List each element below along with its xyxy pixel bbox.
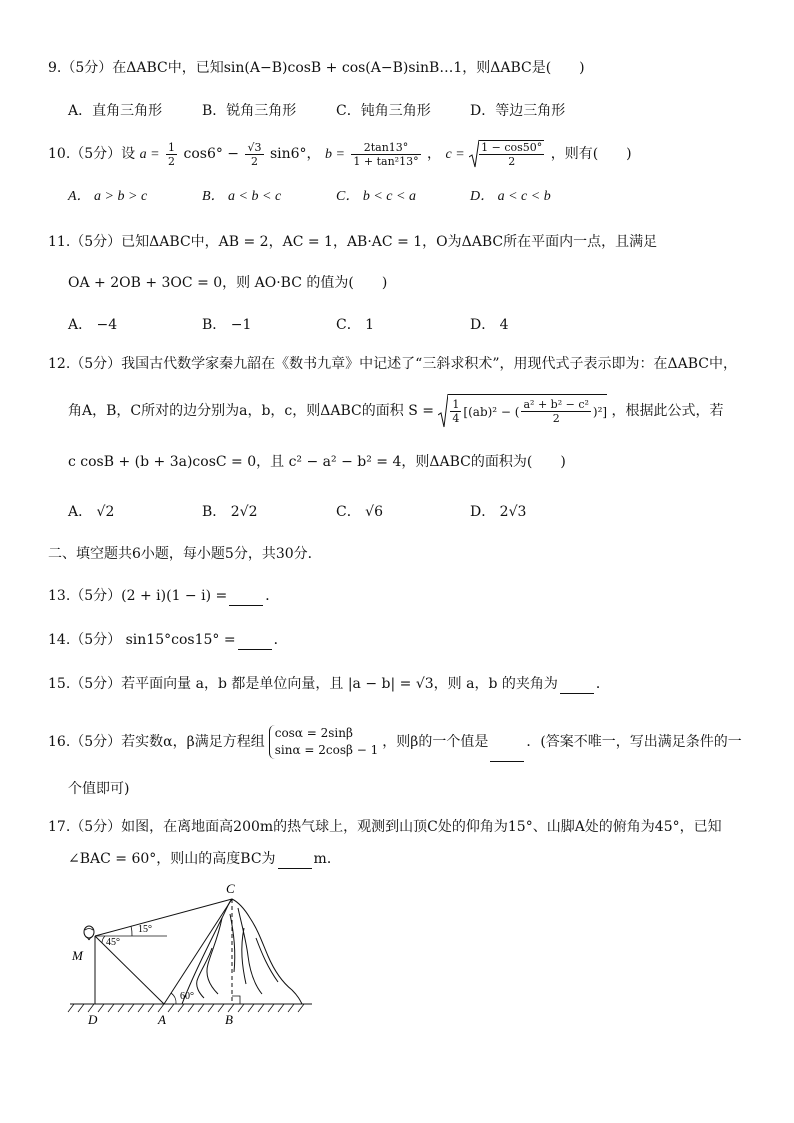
- q10-c-den: 2: [508, 155, 516, 168]
- q12-formula-end: )²]: [592, 404, 608, 419]
- q10-c-frac: [479, 140, 544, 168]
- q12-formula: [448, 394, 607, 429]
- option-a[interactable]: A． −4: [68, 317, 118, 333]
- q10-a-frac1: [166, 141, 177, 168]
- section-heading: 二、填空题共6小题，每小题5分，共30分．: [48, 546, 322, 562]
- question-17-line1: 17.（5分）如图，在离地面高200m的热气球上，观测到山顶C处的仰角为15°、山脚A处的俯角为45°，已知: [48, 819, 722, 835]
- question-10-stem: [48, 136, 632, 173]
- q10-suffix: ，则有( ): [550, 146, 632, 162]
- q12-line2-post: ，根据此公式，若: [611, 403, 724, 419]
- option-c[interactable]: C． b < c < a: [336, 189, 416, 204]
- option-d[interactable]: D． 4: [470, 317, 509, 333]
- q12-line2-pre: 角A，B，C所对的边分别为a，b，c，则ΔABC的面积 S =: [68, 403, 434, 419]
- q16-eq1: cosα = 2sinβ: [274, 726, 353, 740]
- option-b[interactable]: B．锐角三角形: [202, 103, 297, 119]
- question-15: [48, 674, 610, 694]
- question-12-line3: c cosB + (b + 3a)cosC = 0，且 c² − a² − b² = 4，则ΔABC的面积为( ): [68, 454, 566, 470]
- q12-inner-den: 2: [552, 412, 560, 425]
- q14-pre: 14.（5分） sin15°cos15° =: [48, 632, 236, 648]
- label-d: D: [88, 1012, 98, 1027]
- option-d[interactable]: D． a < c < b: [470, 189, 551, 204]
- q10-b-lead: b =: [325, 147, 345, 162]
- q12-formula-mid: [(ab)² − (: [463, 404, 520, 419]
- question-17-line2: [68, 849, 341, 869]
- q16-equation-system: [269, 725, 379, 759]
- option-c[interactable]: C． 1: [336, 317, 375, 333]
- q12-inner-num: a² + b² − c²: [523, 398, 589, 411]
- q13-post: ．: [265, 588, 280, 604]
- angle-label-45: 45°: [106, 937, 120, 948]
- option-b[interactable]: B． 2√2: [202, 504, 258, 520]
- question-11-options: [68, 315, 604, 335]
- angle-label-15: 15°: [138, 924, 152, 935]
- angle-arc-60: [171, 993, 176, 1004]
- radical-sign-icon: [469, 139, 479, 169]
- q10-prefix: 10.（5分）设: [48, 146, 136, 162]
- q10-b-num: 2tan13°: [351, 141, 420, 155]
- q15-post: ．: [595, 676, 610, 692]
- ground-hatching: [68, 1004, 304, 1012]
- option-a[interactable]: A． √2: [68, 504, 115, 520]
- option-b[interactable]: B． a < b < c: [202, 189, 282, 204]
- question-10-options: [68, 187, 604, 207]
- mountain-outline: [182, 899, 302, 1004]
- q16-post: ．(答案不唯一，写出满足条件的一: [526, 734, 742, 750]
- q16-pre: 16.（5分）若实数α，β满足方程组: [48, 734, 265, 750]
- balloon-icon: [84, 926, 94, 940]
- question-9-stem: 9.（5分）在ΔABC中，已知sin(A−B)cosB + cos(A−B)sinB…1，则ΔABC是( ): [48, 60, 585, 76]
- q10-c-num: 1 − cos50°: [481, 141, 543, 154]
- option-d[interactable]: D． 2√3: [470, 504, 527, 520]
- label-b: B: [225, 1012, 233, 1027]
- answer-blank[interactable]: [229, 591, 263, 606]
- question-13: [48, 586, 279, 606]
- label-c: C: [226, 881, 235, 896]
- q12-quarter: [450, 398, 461, 425]
- q17-line2-pre: ∠BAC = 60°，则山的高度BC为: [68, 851, 276, 867]
- question-12-options: [68, 502, 604, 522]
- q10-a-frac2-den: 2: [250, 154, 258, 168]
- q10-a-frac2: [245, 141, 263, 168]
- q16-mid: ，则β的一个值是: [382, 734, 489, 750]
- balloon-mountain-figure: [62, 878, 322, 1028]
- q12-quarter-den: 4: [452, 412, 460, 425]
- q15-pre: 15.（5分）若平面向量 a，b 都是单位向量，且 |a − b| = √3，则 a，b 的夹角为: [48, 676, 558, 692]
- q10-a-frac2-num: √3: [247, 140, 262, 154]
- q10-b-frac: [351, 141, 420, 168]
- question-16-line2: 个值即可): [68, 781, 130, 797]
- q10-a-frac1-num: 1: [168, 140, 176, 154]
- label-a: A: [158, 1012, 166, 1027]
- angle-label-60: 60°: [180, 991, 194, 1002]
- q10-b-tail: ，: [427, 146, 442, 162]
- q10-a-lead: a =: [139, 147, 160, 162]
- answer-blank[interactable]: [560, 679, 594, 694]
- q10-b-den: 1 + tan²13°: [353, 154, 419, 168]
- q10-c-lead: c =: [445, 147, 465, 162]
- question-12-line2: [68, 390, 724, 432]
- q14-post: ．: [273, 632, 288, 648]
- q10-a-tail: sin6°，: [269, 146, 321, 162]
- q13-pre: 13.（5分）(2 + i)(1 − i) =: [48, 588, 228, 604]
- option-a[interactable]: A．直角三角形: [68, 103, 163, 119]
- question-14: [48, 630, 288, 650]
- option-c[interactable]: C． √6: [336, 504, 383, 520]
- q12-inner-frac: [521, 398, 590, 425]
- question-11-line1: 11.（5分）已知ΔABC中，AB = 2，AC = 1，AB·AC = 1，O为ΔABC所在平面内一点，且满足: [48, 234, 658, 250]
- question-9-options: [68, 101, 604, 121]
- right-angle-mark: [232, 996, 240, 1004]
- q10-a-mid: cos6° −: [183, 146, 240, 162]
- question-16: [48, 722, 742, 762]
- radical-sign-icon: [438, 393, 448, 429]
- option-c[interactable]: C．钝角三角形: [336, 103, 431, 119]
- label-m: M: [72, 948, 83, 963]
- question-11-line2: OA + 2OB + 3OC = 0，则 AO·BC 的值为( ): [68, 275, 388, 291]
- question-12-line1: 12.（5分）我国古代数学家秦九韶在《数书九章》中记述了“三斜求积术”，用现代式子表示即为：在ΔABC中，: [48, 356, 737, 372]
- option-a[interactable]: A． a > b > c: [68, 189, 148, 204]
- q10-a-frac1-den: 2: [168, 154, 176, 168]
- angle-arc-45: [102, 936, 105, 943]
- angle-arc-15: [131, 926, 132, 936]
- option-b[interactable]: B． −1: [202, 317, 252, 333]
- option-d[interactable]: D．等边三角形: [470, 103, 566, 119]
- q16-eq2: sinα = 2cosβ − 1: [274, 743, 379, 757]
- answer-blank[interactable]: [490, 747, 524, 762]
- answer-blank[interactable]: [238, 635, 272, 650]
- q17-line2-post: m．: [313, 851, 341, 867]
- q10-c-sqrt: [469, 136, 546, 172]
- q12-quarter-num: 1: [452, 398, 460, 411]
- answer-blank[interactable]: [278, 854, 312, 869]
